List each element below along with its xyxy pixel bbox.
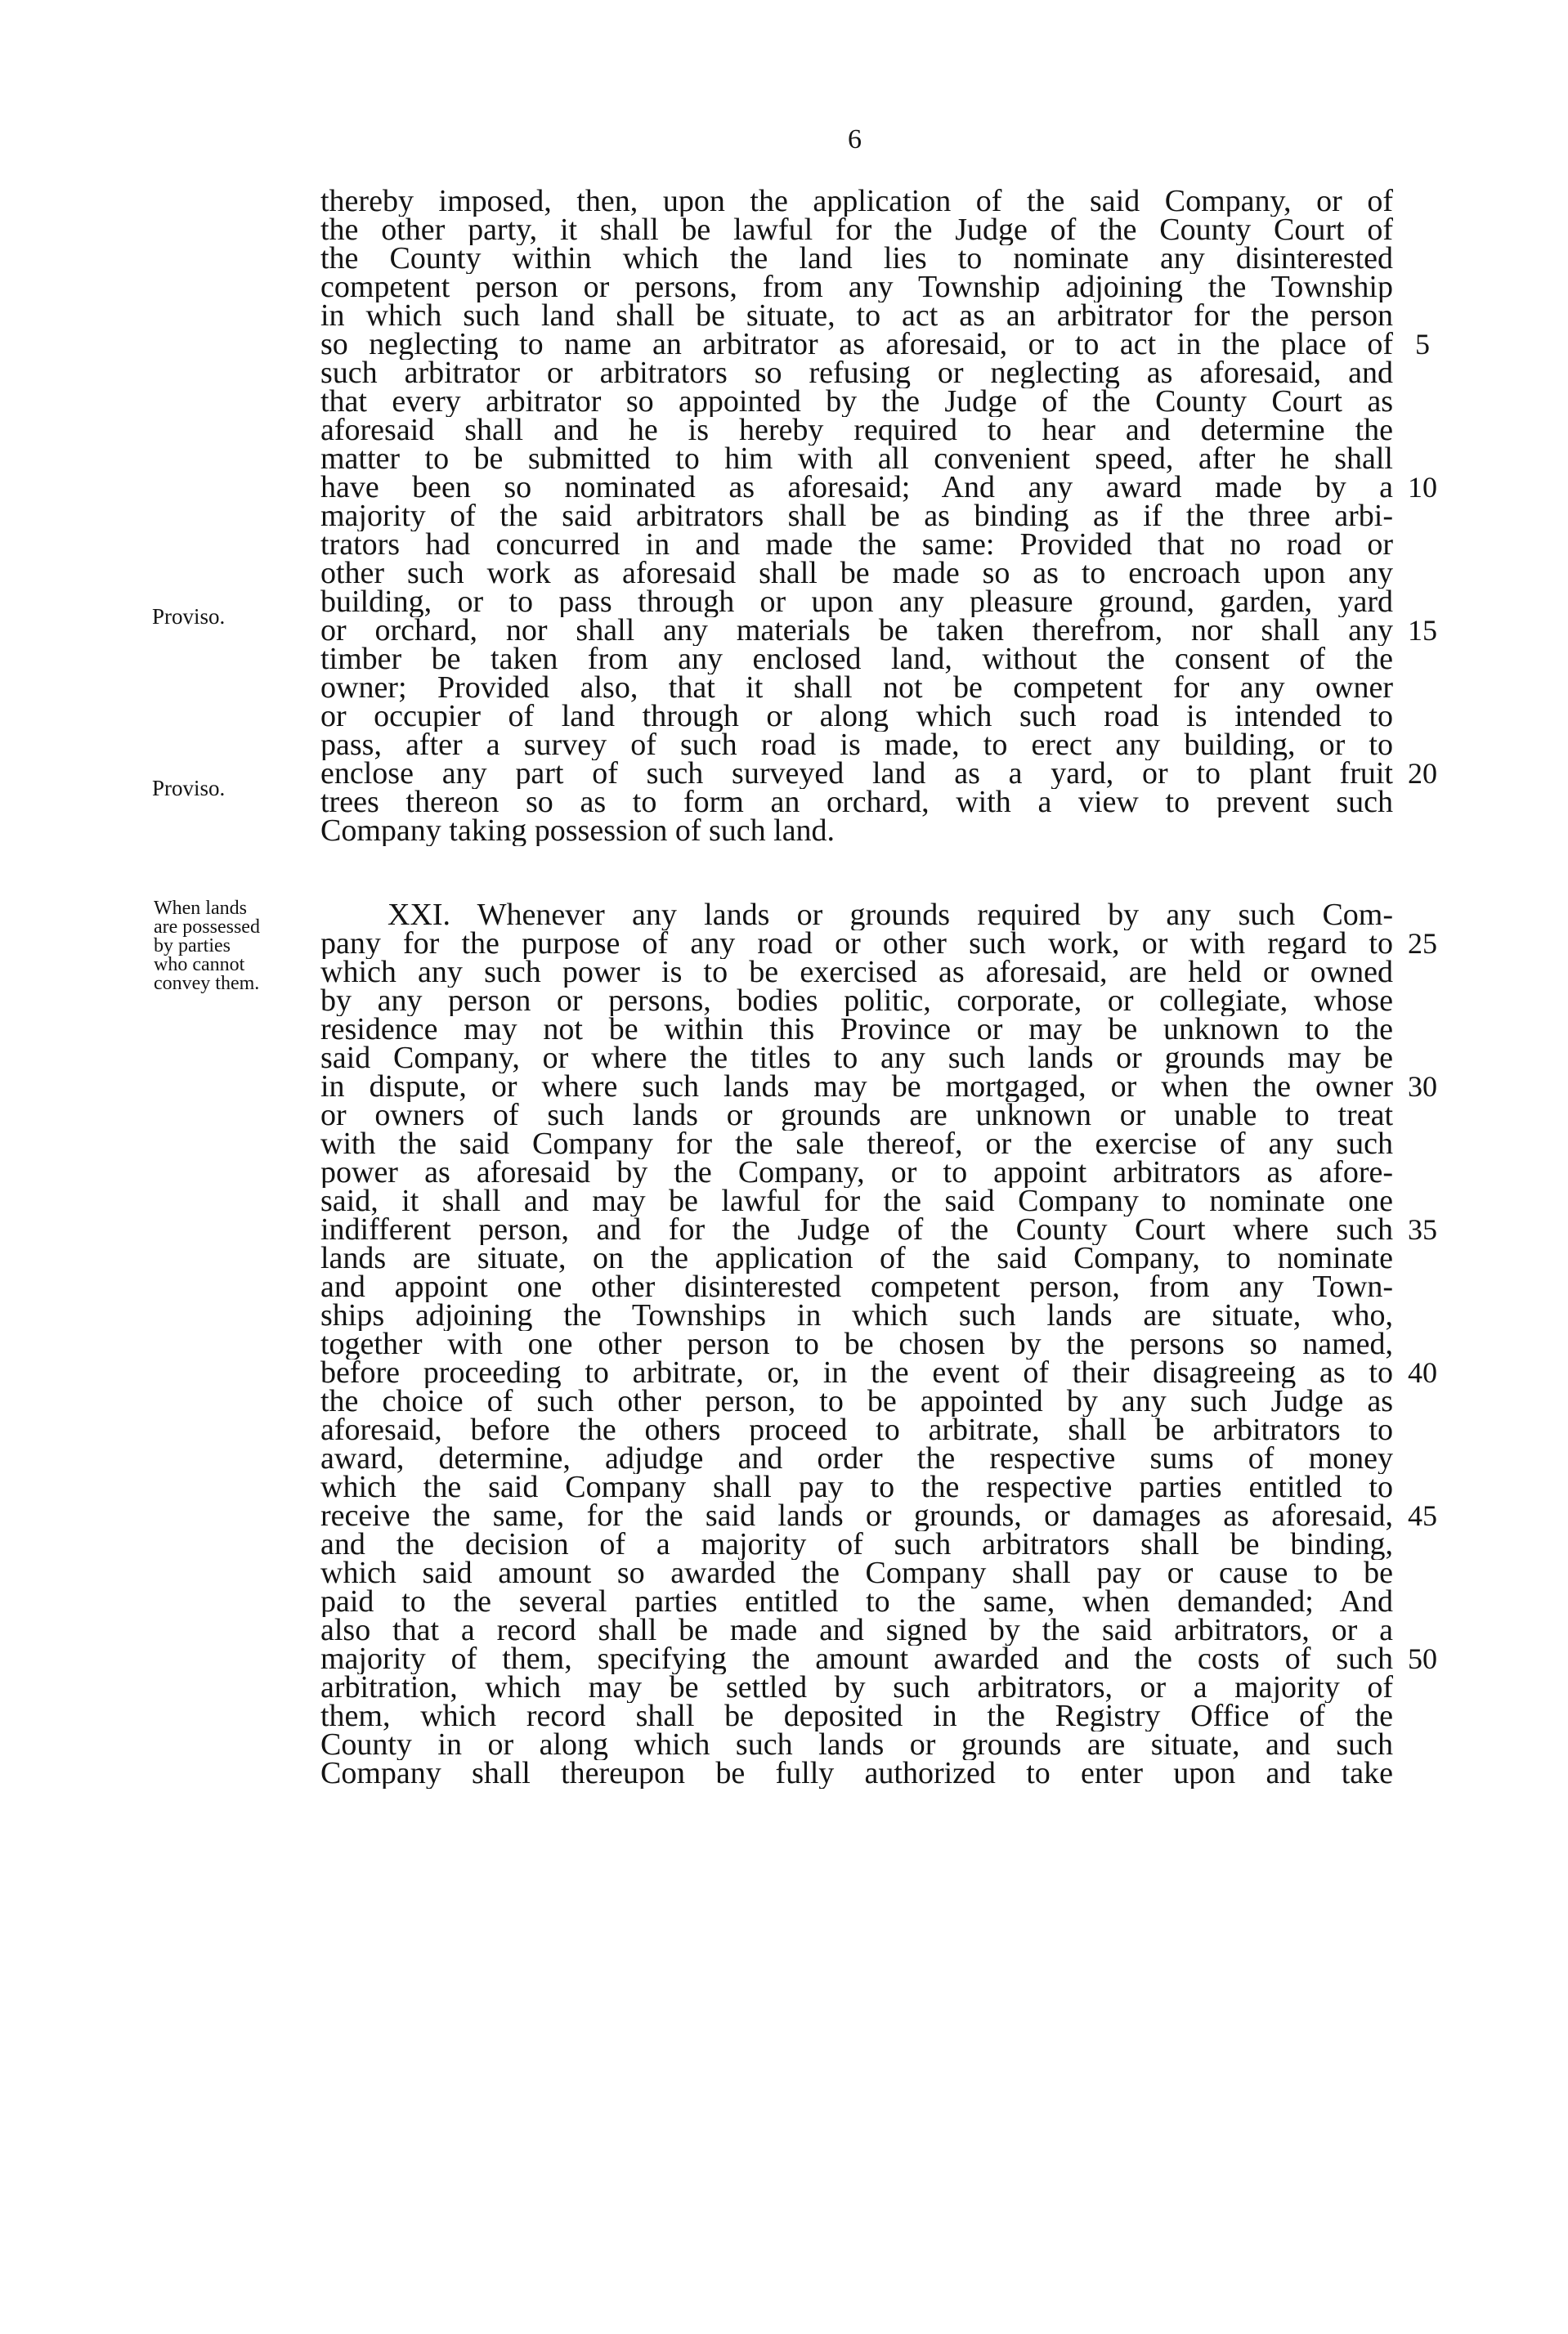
text-line: or owners of such lands or grounds are unknown or unable to treat xyxy=(320,1101,1393,1131)
text-line: together with one other person to be chosen by the persons so named, xyxy=(320,1330,1393,1360)
text-line: majority of the said arbitrators shall be as binding as if the three arbi- xyxy=(320,502,1393,531)
text-line: timber be taken from any enclosed land, without the consent of the xyxy=(320,645,1393,674)
text-line: said Company, or where the titles to any such lands or grounds may be xyxy=(320,1044,1393,1073)
line-number: 5 xyxy=(1415,328,1430,361)
text-line: paid to the several parties entitled to the same, when demanded; And xyxy=(320,1588,1393,1617)
text-line: that every arbitrator so appointed by the Judge of the County Court as xyxy=(320,388,1393,417)
text-line: with the said Company for the sale thereof, or the exercise of any such xyxy=(320,1130,1393,1159)
text-line: the other party, it shall be lawful for the Judge of the County Court of xyxy=(320,216,1393,245)
text-line: also that a record shall be made and signed by the said arbitrators, or a xyxy=(320,1616,1393,1646)
text-line: award, determine, adjudge and order the respective sums of money xyxy=(320,1445,1393,1474)
text-line: County in or along which such lands or grounds are situate, and such xyxy=(320,1731,1393,1760)
text-line: building, or to pass through or upon any pleasure ground, garden, yard xyxy=(320,588,1393,617)
text-line: have been so nominated as aforesaid; And any award made by a xyxy=(320,473,1393,503)
margin-note-when-lands: are possessed xyxy=(154,916,260,938)
line-number: 20 xyxy=(1408,757,1437,790)
text-line: before proceeding to arbitrate, or, in the event of their disagreeing as to xyxy=(320,1359,1393,1388)
text-line: pass, after a survey of such road is made, to erect any building, or to xyxy=(320,731,1393,760)
text-line: and the decision of a majority of such arbitrators shall be binding, xyxy=(320,1530,1393,1560)
text-line: matter to be submitted to him with all convenient speed, after he shall xyxy=(320,445,1393,474)
text-line: competent person or persons, from any Township adjoining the Township xyxy=(320,273,1393,302)
margin-note-proviso: Proviso. xyxy=(152,604,226,629)
text-line: them, which record shall be deposited in the Registry Office of the xyxy=(320,1702,1393,1731)
text-line: indifferent person, and for the Judge of the County Court where such xyxy=(320,1216,1393,1245)
margin-note-when-lands: by parties xyxy=(154,935,231,956)
text-line: pany for the purpose of any road or other such work, or with regard to xyxy=(320,930,1393,959)
text-line: which any such power is to be exercised as aforesaid, are held or owned xyxy=(320,958,1393,988)
margin-note-when-lands: When lands xyxy=(154,898,247,919)
text-line: residence may not be within this Province or may be unknown to the xyxy=(320,1015,1393,1045)
line-number: 10 xyxy=(1408,471,1437,504)
text-line: Company shall thereupon be fully authorized to enter upon and take xyxy=(320,1759,1393,1789)
line-number: 40 xyxy=(1408,1356,1437,1389)
text-line: which said amount so awarded the Company shall pay or cause to be xyxy=(320,1559,1393,1588)
text-line: by any person or persons, bodies politic, corporate, or collegiate, whose xyxy=(320,987,1393,1016)
text-line: said, it shall and may be lawful for the said Company to nominate one xyxy=(320,1187,1393,1216)
page-number: 6 xyxy=(848,124,862,155)
margin-note-proviso: Proviso. xyxy=(152,776,226,800)
text-line: such arbitrator or arbitrators so refusing or neglecting as aforesaid, and xyxy=(320,359,1393,388)
text-line: trators had concurred in and made the same: Provided that no road or xyxy=(320,531,1393,560)
text-line: in dispute, or where such lands may be mortgaged, or when the owner xyxy=(320,1073,1393,1102)
line-number: 45 xyxy=(1408,1499,1437,1532)
line-number: 15 xyxy=(1408,614,1437,647)
text-line: so neglecting to name an arbitrator as aforesaid, or to act in the place of xyxy=(320,330,1393,360)
text-line: trees thereon so as to form an orchard, with a view to prevent such xyxy=(320,788,1393,818)
text-line: and appoint one other disinterested competent person, from any Town- xyxy=(320,1273,1393,1302)
text-line: aforesaid shall and he is hereby required to hear and determine the xyxy=(320,416,1393,446)
text-line: or occupier of land through or along which such road is intended to xyxy=(320,702,1393,732)
text-line: the choice of such other person, to be appointed by any such Judge as xyxy=(320,1387,1393,1417)
text-line: arbitration, which may be settled by such arbitrators, or a majority of xyxy=(320,1673,1393,1703)
text-line: in which such land shall be situate, to act as an arbitrator for the person xyxy=(320,302,1393,331)
text-line: enclose any part of such surveyed land as a yard, or to plant fruit xyxy=(320,759,1393,789)
text-line: receive the same, for the said lands or grounds, or damages as aforesaid, xyxy=(320,1502,1393,1531)
text-line: owner; Provided also, that it shall not be competent for any owner xyxy=(320,674,1393,703)
text-line: aforesaid, before the others proceed to arbitrate, shall be arbitrators to xyxy=(320,1416,1393,1445)
text-line: or orchard, nor shall any materials be taken therefrom, nor shall any xyxy=(320,616,1393,646)
line-number: 30 xyxy=(1408,1070,1437,1103)
text-line: other such work as aforesaid shall be made so as to encroach upon any xyxy=(320,559,1393,589)
text-line: Company taking possession of such land. xyxy=(320,817,836,846)
text-line: which the said Company shall pay to the respective parties entitled to xyxy=(320,1473,1393,1503)
text-line: ships adjoining the Townships in which such lands are situate, who, xyxy=(320,1301,1393,1331)
margin-note-when-lands: who cannot xyxy=(154,954,245,975)
text-line: majority of them, specifying the amount awarded and the costs of such xyxy=(320,1645,1393,1674)
line-number: 35 xyxy=(1408,1213,1437,1246)
text-line: thereby imposed, then, upon the application of the said Company, or of xyxy=(320,187,1393,217)
text-line: lands are situate, on the application of the said Company, to nominate xyxy=(320,1244,1393,1274)
line-number: 25 xyxy=(1408,927,1437,960)
line-number: 50 xyxy=(1408,1642,1437,1675)
margin-note-when-lands: convey them. xyxy=(154,973,260,994)
text-line: the County within which the land lies to nominate any disinterested xyxy=(320,244,1393,274)
text-line: power as aforesaid by the Company, or to appoint arbitrators as afore- xyxy=(320,1158,1393,1188)
section-heading-line: XXI. Whenever any lands or grounds required by any such Com- xyxy=(388,901,1393,930)
